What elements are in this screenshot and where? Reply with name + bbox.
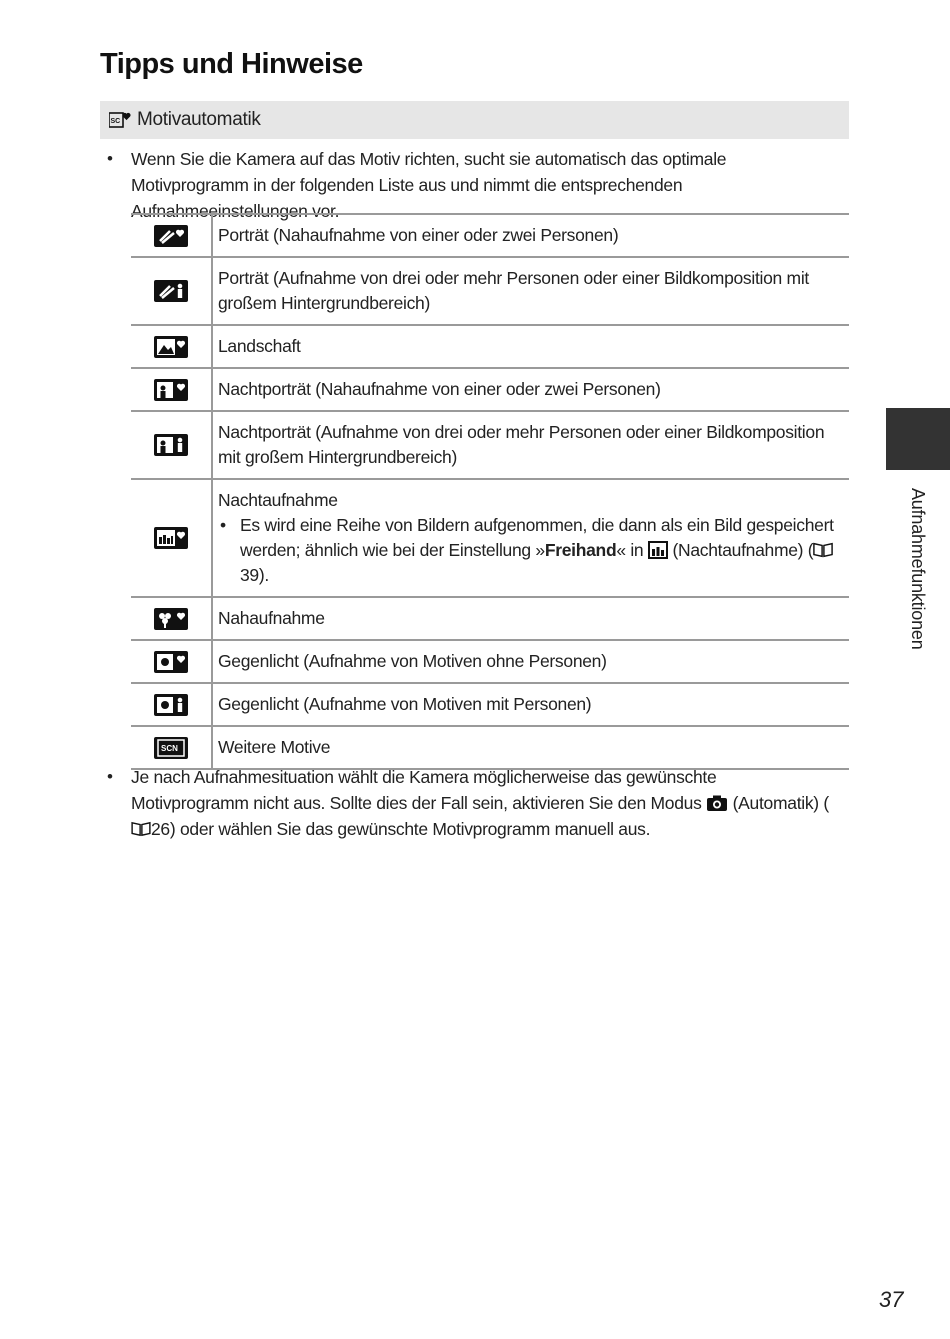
night-portrait-heart-icon xyxy=(154,379,188,401)
svg-text:SC: SC xyxy=(110,118,121,125)
table-row xyxy=(131,214,849,257)
row-text: Nachtporträt (Nahaufnahme von einer oder zwei Personen) xyxy=(218,379,661,399)
row-icon-cell xyxy=(131,726,212,769)
night-note xyxy=(218,513,843,588)
night-note-ref[interactable]: 39). xyxy=(240,565,269,585)
page-number: 37 xyxy=(879,1287,904,1312)
night-note-text-1: Es wird eine Reihe von Bildern aufgenommen, die dann als ein Bild gespeichert werden; ähnlich wie bei der Einstellung » xyxy=(240,515,834,560)
portrait-heart-icon xyxy=(154,225,188,247)
row-text: Porträt (Nahaufnahme von einer oder zwei Personen) xyxy=(218,225,619,245)
book-reference-icon xyxy=(131,821,151,837)
table-row xyxy=(131,411,849,479)
chapter-tab[interactable] xyxy=(886,408,950,470)
row-text: Weitere Motive xyxy=(218,737,331,757)
scene-auto-icon xyxy=(109,111,131,129)
section-title: Motivautomatik xyxy=(137,109,261,130)
row-text: Nachtporträt (Aufnahme von drei oder mehr Personen oder einer Bildkomposition mit großem Hintergrundbereich) xyxy=(218,422,825,467)
table-row xyxy=(131,640,849,683)
table-row xyxy=(131,683,849,726)
page-title: Tipps und Hinweise xyxy=(100,48,363,80)
row-icon-cell xyxy=(131,479,212,597)
bullet-dot: • xyxy=(107,149,113,168)
row-icon-cell xyxy=(131,325,212,368)
table-row xyxy=(131,597,849,640)
close-up-icon xyxy=(154,608,188,630)
row-text: Gegenlicht (Aufnahme von Motiven ohne Personen) xyxy=(218,651,607,671)
night-landscape-icon xyxy=(154,527,188,549)
table-row xyxy=(131,479,849,597)
table-row xyxy=(131,726,849,769)
svg-text:SCN: SCN xyxy=(161,743,178,753)
section-header xyxy=(100,101,849,139)
bullet-dot: • xyxy=(107,767,113,786)
outro-ref[interactable]: 26) oder wählen Sie das gewünschte Motivprogramm manuell aus. xyxy=(151,819,651,839)
row-text: Nahaufnahme xyxy=(218,608,325,628)
table-row xyxy=(131,368,849,411)
freihand-term: Freihand xyxy=(544,540,617,560)
table-row xyxy=(131,325,849,368)
scene-other-icon xyxy=(154,737,188,759)
bullet-dot: • xyxy=(220,515,226,535)
row-text xyxy=(212,479,849,597)
landscape-icon xyxy=(154,336,188,358)
intro-text: Wenn Sie die Kamera auf das Motiv richten, sucht sie automatisch das optimale Motivprogramm in der folgenden Liste aus und nimmt die entsprechenden Aufnahmeeinstellungen vor. xyxy=(131,149,727,221)
outro-paragraph xyxy=(107,764,831,842)
row-text: Landschaft xyxy=(218,336,301,356)
row-icon-cell xyxy=(131,597,212,640)
book-reference-icon xyxy=(813,541,833,559)
row-title: Nachtaufnahme xyxy=(218,490,338,510)
chapter-label: Aufnahmefunktionen xyxy=(908,488,928,650)
outro-text-2: (Automatik) ( xyxy=(728,793,829,813)
row-icon-cell xyxy=(131,411,212,479)
outro-text-1: Je nach Aufnahmesituation wählt die Kamera möglicherweise das gewünschte Motivprogramm nicht aus. Sollte dies der Fall sein, aktivieren Sie den Modus xyxy=(131,767,717,813)
row-icon-cell xyxy=(131,214,212,257)
backlight-person-icon xyxy=(154,694,188,716)
night-portrait-person-icon xyxy=(154,434,188,456)
backlight-heart-icon xyxy=(154,651,188,673)
row-icon-cell xyxy=(131,257,212,325)
portrait-person-icon xyxy=(154,280,188,302)
camera-auto-icon xyxy=(706,794,728,812)
night-note-text-2: « in xyxy=(616,540,648,560)
scene-mode-table xyxy=(131,213,849,770)
row-icon-cell xyxy=(131,368,212,411)
row-text: Porträt (Aufnahme von drei oder mehr Personen oder einer Bildkomposition mit großem Hintergrundbereich) xyxy=(218,268,809,313)
night-landscape-icon xyxy=(648,541,668,559)
row-icon-cell xyxy=(131,683,212,726)
row-text: Gegenlicht (Aufnahme von Motiven mit Personen) xyxy=(218,694,592,714)
night-note-text-3: (Nachtaufnahme) ( xyxy=(667,540,814,560)
table-row xyxy=(131,257,849,325)
row-icon-cell xyxy=(131,640,212,683)
